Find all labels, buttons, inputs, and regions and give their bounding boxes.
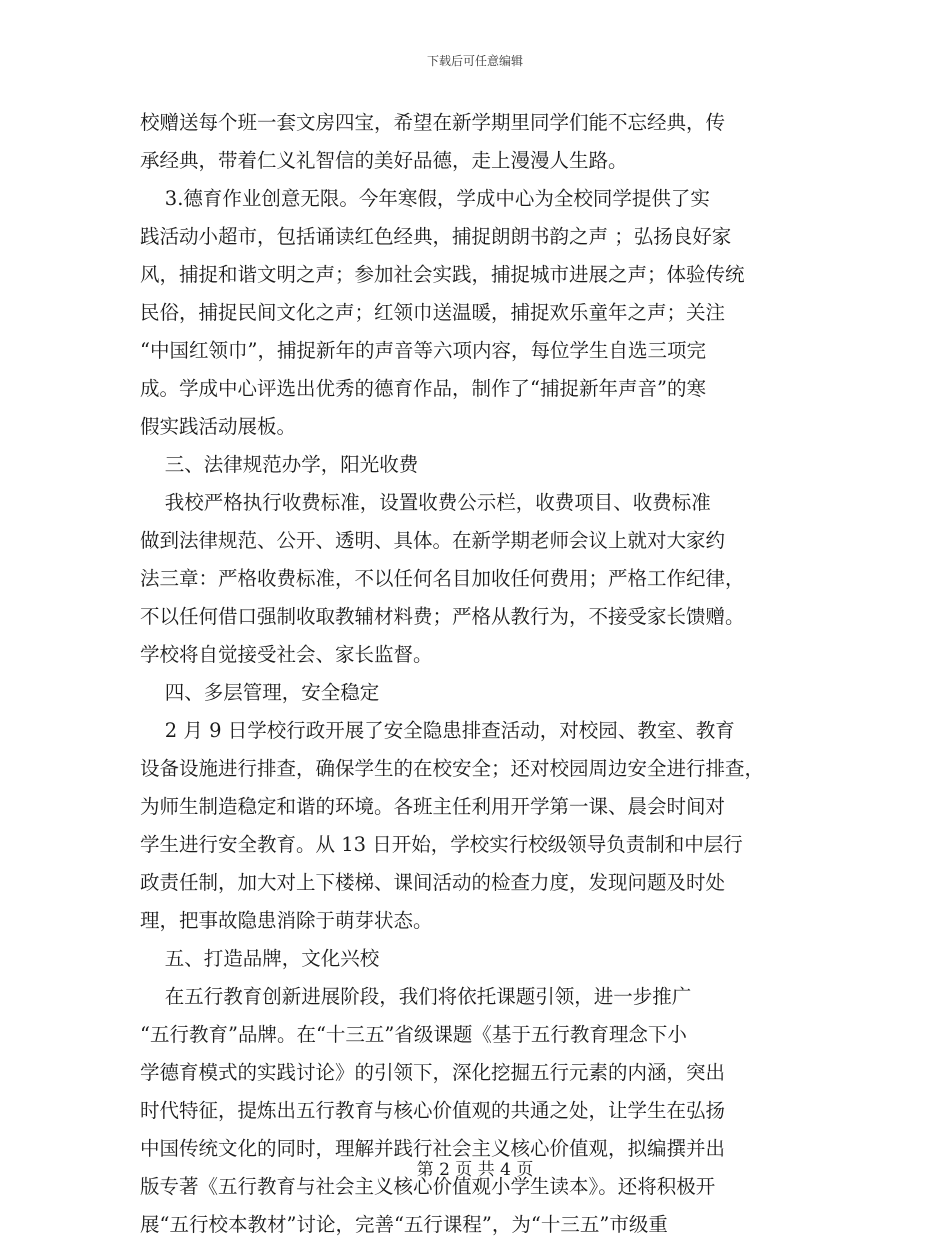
text-line: 三、法律规范办学，阳光收费: [140, 453, 419, 476]
text-line: 设备设施进行排查，确保学生的在校安全；还对校园周边安全进行排查，: [140, 757, 765, 780]
text-line: 我校严格执行收费标准，设置收费公示栏，收费项目、收费标准: [140, 491, 711, 514]
text-line: 假实践活动展板。: [140, 415, 297, 438]
text-line: 民俗，捕捉民间文化之声；红领巾送温暖，捕捉欢乐童年之声；关注: [140, 301, 726, 324]
text-line: 为师生制造稳定和谐的环境。各班主任利用开学第一课、晨会时间对: [140, 795, 726, 818]
text-line: 四、多层管理，安全稳定: [140, 681, 380, 704]
text-line: 在五行教育创新进展阶段，我们将依托课题引领，进一步推广: [140, 985, 692, 1008]
document-body: [140, 104, 820, 1244]
text-line: 中国传统文化的同时，理解并践行社会主义核心价值观，拟编撰并出: [140, 1137, 726, 1160]
text-line: 学德育模式的实践讨论》的引领下，深化挖掘五行元素的内涵，突出: [140, 1061, 726, 1084]
text-line: 风，捕捉和谐文明之声；参加社会实践，捕捉城市进展之声；体验传统: [140, 263, 745, 286]
text-line: “五行教育”品牌。在“十三五”省级课题《基于五行教育理念下小: [140, 1023, 687, 1046]
text-line: 五、打造品牌，文化兴校: [140, 947, 380, 970]
text-line: 成。学成中心评选出优秀的德育作品，制作了“捕捉新年声音”的寒: [140, 377, 706, 400]
text-line: 承经典，带着仁义礼智信的美好品德，走上漫漫人生路。: [140, 149, 628, 172]
text-line: 展“五行校本教材”讨论，完善“五行课程”，为“十三五”市级重: [140, 1213, 668, 1236]
text-line: “中国红领巾”，捕捉新年的声音等六项内容，每位学生自选三项完: [140, 339, 706, 362]
text-line: 版专著《五行教育与社会主义核心价值观小学生读本》。还将积极开: [140, 1175, 716, 1198]
page-header: 下载后可任意编辑: [426, 54, 523, 68]
text-line: 学校将自觉接受社会、家长监督。: [140, 643, 433, 666]
page-number: 第 2 页 共 4 页: [416, 1160, 534, 1180]
text-line: 2 月 9 日学校行政开展了安全隐患排查活动，对校园、教室、教育: [140, 719, 735, 742]
text-line: 做到法律规范、公开、透明、具体。在新学期老师会议上就对大家约: [140, 529, 726, 552]
text-line: 理，把事故隐患消除于萌芽状态。: [140, 909, 433, 932]
text-line: 法三章：严格收费标准，不以任何名目加收任何费用；严格工作纪律，: [140, 567, 745, 590]
text-line: 时代特征，提炼出五行教育与核心价值观的共通之处，让学生在弘扬: [140, 1099, 726, 1122]
text-line: 不以任何借口强制收取教辅材料费；严格从教行为，不接受家长馈赠。: [140, 605, 745, 628]
text-line: 3.德育作业创意无限。今年寒假，学成中心为全校同学提供了实: [140, 187, 710, 210]
text-line: 践活动小超市，包括诵读红色经典，捕捉朗朗书韵之声 ；弘扬良好家: [140, 225, 732, 248]
text-line: 政责任制，加大对上下楼梯、课间活动的检查力度，发现问题及时处: [140, 871, 726, 894]
text-line: 校赠送每个班一套文房四宝，希望在新学期里同学们能不忘经典，传: [140, 111, 726, 134]
text-line: 学生进行安全教育。从 13 日开始，学校实行校级领导负责制和中层行: [140, 833, 743, 856]
